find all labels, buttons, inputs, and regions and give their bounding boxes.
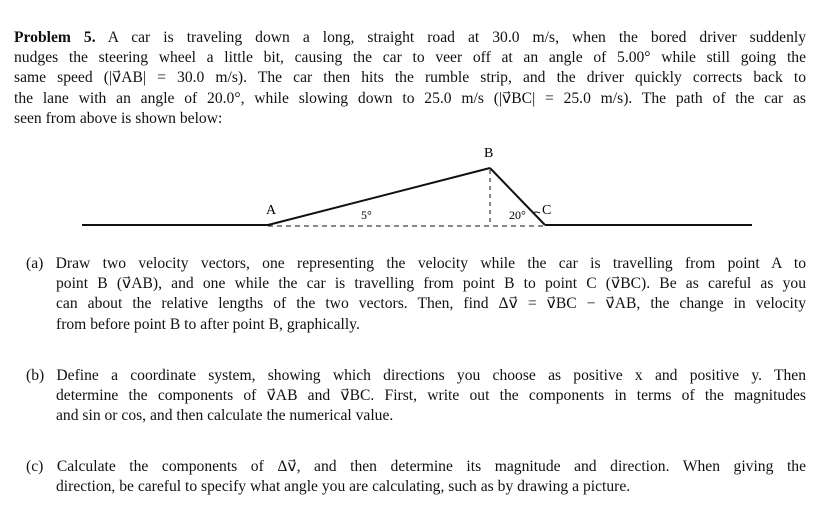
angle-label-ab: 5° xyxy=(361,208,372,222)
label-b: B xyxy=(484,146,494,161)
angle-label-bc: 20° xyxy=(509,208,526,222)
problem-text-1: A car is traveling down a long, straight road at 30.0 m/s, when the bored driver suddenly xyxy=(107,29,806,46)
part-c-line-2: direction, be careful to specify what angle you are calculating, such as by drawing a picture. xyxy=(56,478,631,496)
problem-line-4: the lane with an angle of 20.0°, while slowing down to 25.0 m/s (|v⃗BC| = 25.0 m/s). The path of the car as xyxy=(14,89,806,107)
label-c: C xyxy=(542,203,552,218)
problem-line-2: nudges the steering wheel a little bit, causing the car to veer off at an angle of 5.00° while still going the xyxy=(14,49,806,67)
part-b-line-2: determine the components of v⃗AB and v⃗BC. First, write out the components in terms of the magnitudes xyxy=(56,387,806,405)
part-a-line-1: (a) Draw two velocity vectors, one representing the velocity while the car is travelling from point A to xyxy=(26,255,806,272)
problem-heading: Problem 5. xyxy=(14,29,96,46)
part-c-line-1: (c) Calculate the components of Δv⃗, and then determine its magnitude and direction. When giving the xyxy=(26,458,806,475)
problem-line-3: same speed (|v⃗AB| = 30.0 m/s). The car then hits the rumble strip, and the driver quickly corrects back to xyxy=(14,69,806,87)
part-b-line-3: and sin or cos, and then calculate the numerical value. xyxy=(56,407,394,425)
part-a-line-2: point B (v⃗AB), and one while the car is travelling from point B to point C (v⃗BC). Be as careful as you xyxy=(56,275,806,293)
angle-arc-c xyxy=(533,212,540,213)
label-a: A xyxy=(266,203,277,218)
part-a xyxy=(26,254,806,335)
problem-line-5: seen from above is shown below: xyxy=(14,109,223,127)
part-b-line-1: (b) Define a coordinate system, showing which directions you choose as positive x and positive y. Then xyxy=(26,367,806,384)
part-a-line-4: from before point B to after point B, graphically. xyxy=(56,315,360,333)
part-a-line-3: can about the relative lengths of the two vectors. Then, find Δv⃗ = v⃗BC − v⃗AB, the change in velocity xyxy=(56,295,806,313)
part-b xyxy=(26,366,806,427)
part-c xyxy=(26,457,806,497)
path-ab xyxy=(268,168,490,225)
